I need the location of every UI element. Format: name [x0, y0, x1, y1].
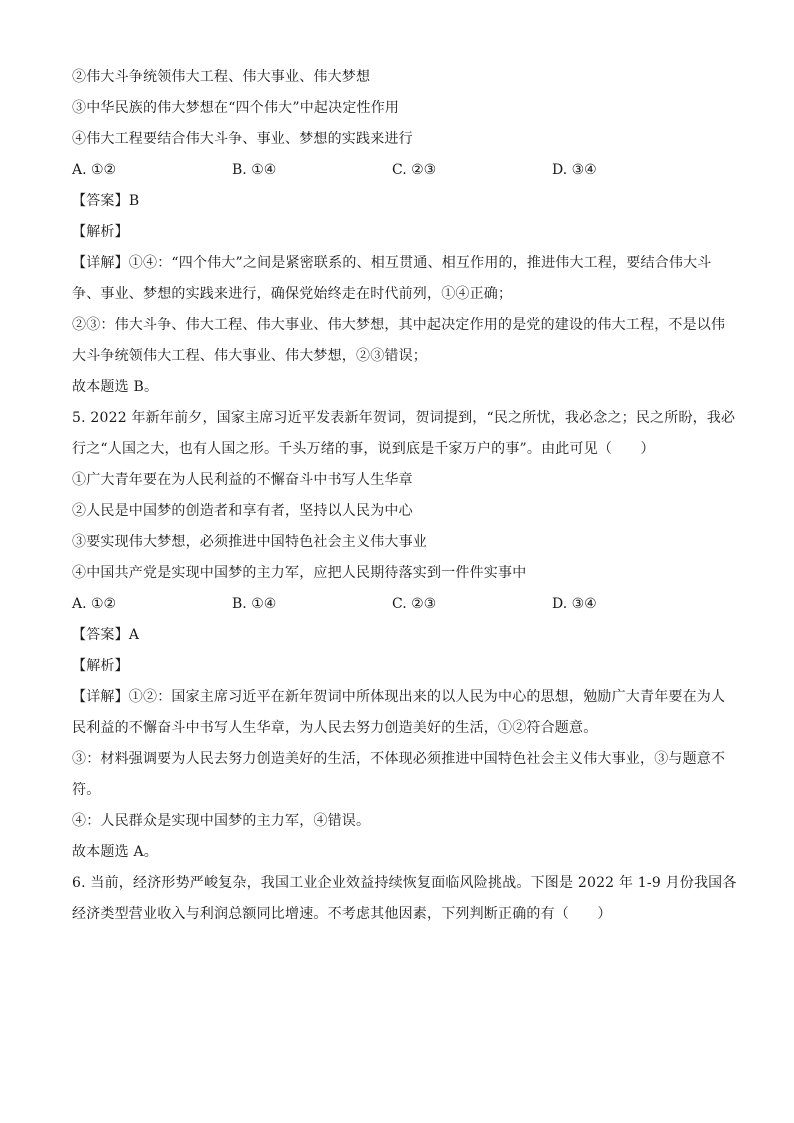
q5-statement-1: ①广大青年要在为人民利益的不懈奋斗中书写人生华章 — [72, 472, 413, 488]
question-5 — [72, 403, 736, 868]
q5-option-c: C. ②③ — [392, 596, 437, 612]
question-6 — [72, 868, 737, 930]
q5-answer-value: A — [128, 627, 140, 643]
q4-detail-line-3: ②③：伟大斗争、伟大工程、伟大事业、伟大梦想，其中起决定作用的是党的建设的伟大工程，不是以伟 — [72, 317, 726, 333]
q5-detail-line-5: ④：人民群众是实现中国梦的主力军，④错误。 — [72, 813, 371, 829]
q4-statement-2: ②伟大斗争统领伟大工程、伟大事业、伟大梦想 — [72, 69, 371, 85]
q5-answer — [72, 620, 724, 651]
q5-stem-line-2: 行之“人国之大，也有人国之形。千头万绪的事，说到底是千家万户的事”。由此可见（ ） — [72, 441, 655, 457]
q4-detail-line-4: 大斗争统领伟大工程、伟大事业、伟大梦想，②③错误； — [72, 348, 427, 364]
q4-statement-3: ③中华民族的伟大梦想在“四个伟大”中起决定性作用 — [72, 100, 400, 116]
q5-detail-line-1: 【详解】①②：国家主席习近平在新年贺词中所体现出来的以人民为中心的思想，勉励广大青年要在为人 — [72, 689, 726, 705]
q5-detail-line-2: 民利益的不懈奋斗中书写人生华章，为人民去努力创造美好的生活，①②符合题意。 — [72, 720, 598, 736]
question-4 — [72, 62, 724, 403]
q4-option-a: A. ①② — [72, 162, 117, 178]
q5-detail-line-3: ③：材料强调要为人民去努力创造美好的生活，不体现必须推进中国特色社会主义伟大事业，③与题意不 — [72, 751, 726, 767]
q4-answer-label: 【答案】 — [72, 193, 129, 209]
q5-answer-label: 【答案】 — [72, 627, 129, 643]
q5-option-d: D. ③④ — [552, 596, 597, 612]
q5-analysis-label: 【解析】 — [72, 658, 129, 674]
q4-detail-line-1: 【详解】①④：“四个伟大”之间是紧密联系的、相互贯通、相互作用的，推进伟大工程，要结合伟大斗 — [72, 255, 712, 271]
q4-option-d: D. ③④ — [552, 162, 597, 178]
q5-options — [72, 589, 724, 620]
q4-option-b: B. ①④ — [232, 162, 277, 178]
q5-option-b: B. ①④ — [232, 596, 277, 612]
q5-statement-3: ③要实现伟大梦想，必须推进中国特色社会主义伟大事业 — [72, 534, 427, 550]
q6-stem-line-1: 6. 当前，经济形势严峻复杂，我国工业企业效益持续恢复面临风险挑战。下图是 2022 年 1-9 月份我国各 — [72, 875, 737, 891]
q4-options — [72, 155, 724, 186]
q4-detail-line-2: 争、事业、梦想的实践来进行，确保党始终走在时代前列，①④正确； — [72, 286, 513, 302]
q5-detail-line-6: 故本题选 A。 — [72, 844, 158, 860]
q5-statement-4: ④中国共产党是实现中国梦的主力军，应把人民期待落实到一件件实事中 — [72, 565, 527, 581]
exam-page — [72, 62, 737, 930]
q5-statement-2: ②人民是中国梦的创造者和享有者，坚持以人民为中心 — [72, 503, 413, 519]
q4-detail-line-5: 故本题选 B。 — [72, 379, 159, 395]
q4-statement-4: ④伟大工程要结合伟大斗争、事业、梦想的实践来进行 — [72, 131, 413, 147]
q5-stem-line-1: 5. 2022 年新年前夕，国家主席习近平发表新年贺词，贺词提到，“民之所忧，我必念之；民之所盼，我必 — [72, 410, 736, 426]
q6-stem-line-2: 经济类型营业收入与利润总额同比增速。不考虑其他因素，下列判断正确的有（ ） — [72, 906, 612, 922]
q4-answer — [72, 186, 724, 217]
q4-option-c: C. ②③ — [392, 162, 437, 178]
q4-analysis-label: 【解析】 — [72, 224, 129, 240]
q4-answer-value: B — [128, 193, 140, 209]
q5-detail-line-4: 符。 — [72, 782, 101, 798]
q5-option-a: A. ①② — [72, 596, 117, 612]
